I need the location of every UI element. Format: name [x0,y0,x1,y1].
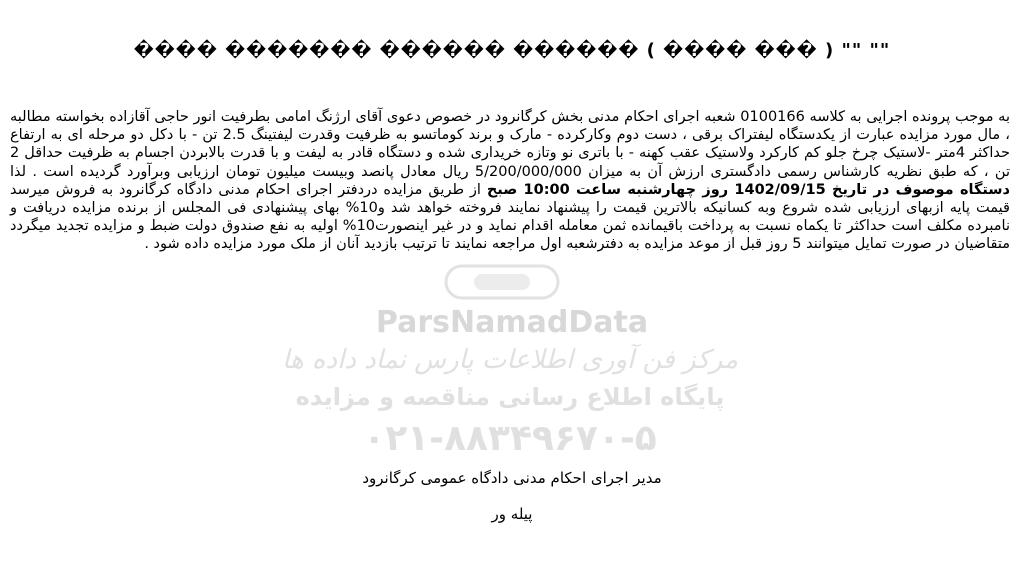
signature-title: مدیر اجرای احکام مدنی دادگاه عمومی کرگانرود [362,469,662,487]
watermark-logo [444,262,560,302]
body-part-3: از طریق مزایده دردفتر اجرای احکام مدنی دادگاه کرگانرود به فروش میرسد قیمت پایه ازبهای ارزیابی شده شروع وبه کسانیکه بالاترین قیمت را پیشنهاد نمایند فروخته خواهد شد و10% بهای پیشنهادی فی المجلس از برنده مزایده دریافت و نامبرده مکلف است حداکثر تا یکماه نسبت به پرداخت باقیمانده ثمن معامله اقدام نماید و در غیر اینصورت10% اولیه به نفع صندوق دولت ضبط و مزایده تجدید میگردد متقاضیان در صورت تمایل میتوانند 5 روز قبل از موعد مزایده به دفترشعبه اول مراجعه نمایند تا ترتیب بازدید آنان از ملک مورد مزایده داده شود . [10,181,1010,253]
signature-name: پیله ور [491,505,533,523]
body-part-2-bold: دستگاه موصوف در تاریخ 1402/09/15 روز چهارشنبه ساعت 10:00 صبح [486,181,1011,198]
watermark-line1: مرکز فن آوری اطلاعات پارس نماد داده ها [282,345,738,375]
watermark-line2: پایگاه اطلاع رسانی مناقصه و مزایده [295,383,725,411]
notice-title: "" "" ( ��� ���� ) ������ ������ ������� ���� [133,40,891,61]
watermark-phone: ۰۲۱-۸۸۳۴۹۶۷۰-۵ [363,418,657,459]
notice-body [10,108,1010,254]
body-part-1: به موجب پرونده اجرایی به کلاسه 0100166 شعبه اجرای احکام مدنی بخش کرگانرود در خصوص دعوی آقای ارژنگ امامی بطرفیت انور حاجی آقازاده بخواسته مطالبه ، مال مورد مزایده عبارت از یکدستگاه لیفتراک برقی ، دست دوم وکارکرده - مارک و برند کوماتسو به ظرفیت وقدرت لیفتینگ 2.5 تن - با دکل دو مرحله ای به ارتفاع حداکثر 4متر -لاستیک چرخ جلو کم کارکرد ولاستیک عقب کهنه - با باتری نو وتازه خریداری شده و دستگاه قادر به لیفت و با قدرت بالابردن اجسام به ظرفیت حداقل 2 تن ، که طبق نظریه کارشناس رسمی دادگستری ارزش آن به میزان 5/200/000/000 ریال معادل پانصد وبیست میلیون تومان ارزیابی وبرآورد گردیده است . لذا [10,109,1011,180]
watermark-brand: ParsNamadData [375,305,649,340]
